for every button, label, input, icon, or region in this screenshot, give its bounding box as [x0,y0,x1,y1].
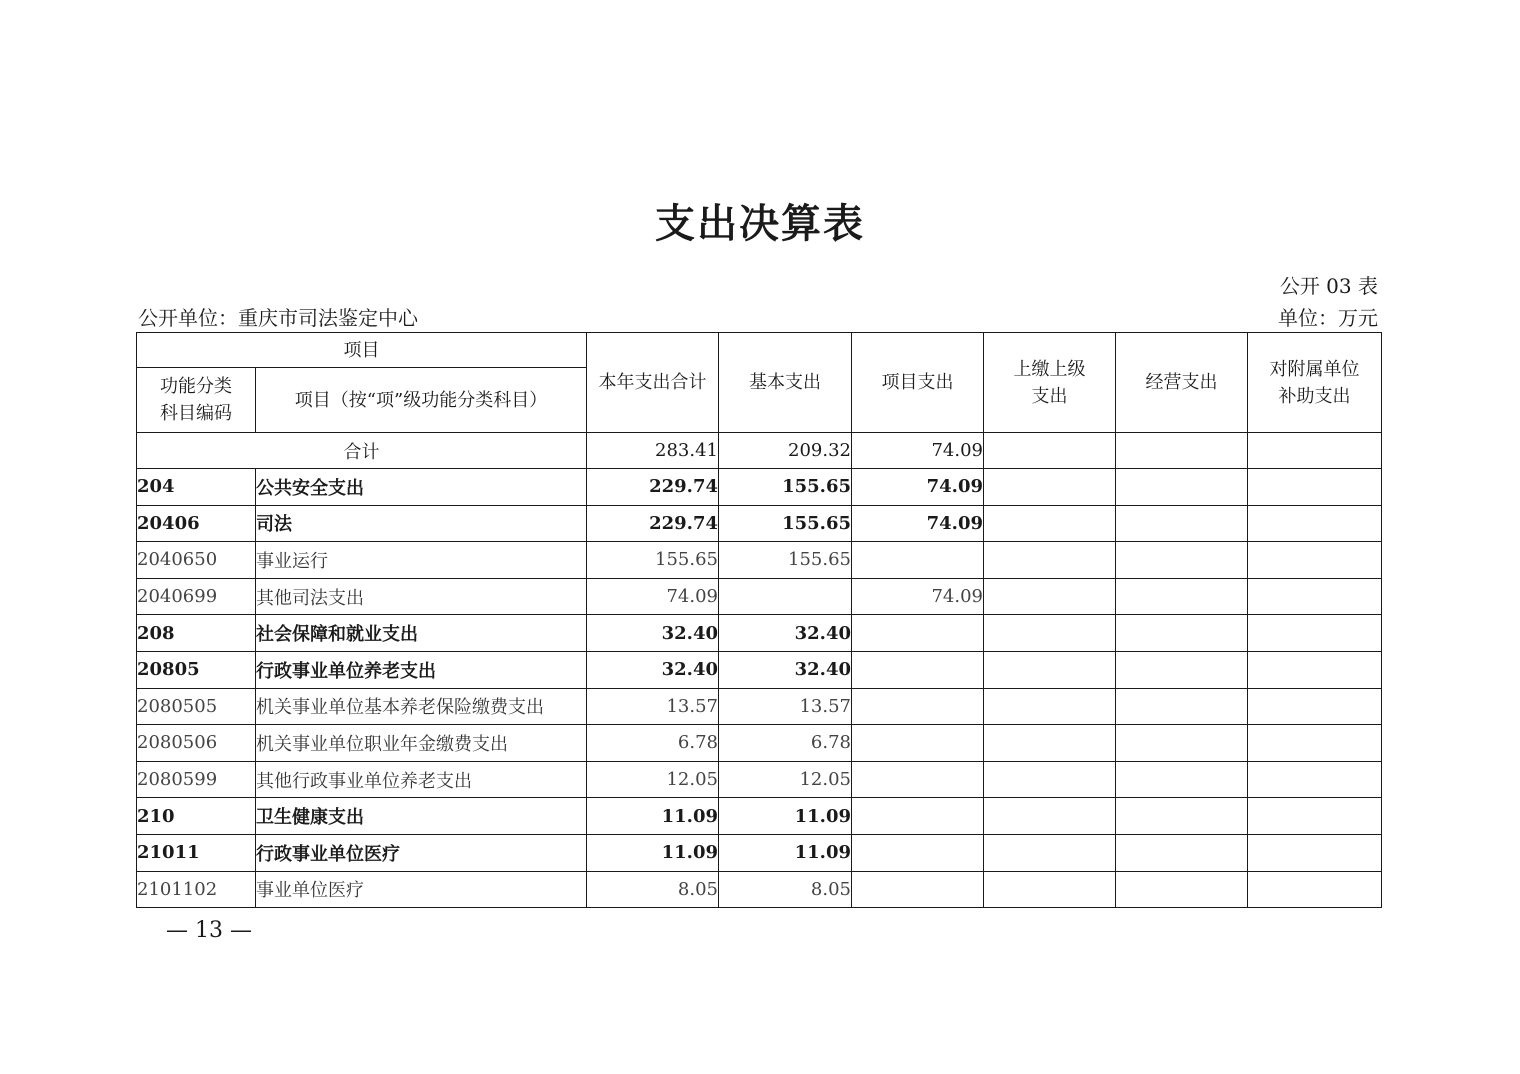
row-basic: 8.05 [719,871,852,908]
row-code: 208 [137,615,256,652]
row-subsidy [1248,578,1382,615]
row-basic: 13.57 [719,688,852,725]
row-name: 机关事业单位基本养老保险缴费支出 [256,688,587,725]
row-total: 74.09 [587,578,719,615]
page-number: — 13 — [166,918,252,943]
table-row [137,798,1382,835]
row-name: 其他行政事业单位养老支出 [256,761,587,798]
row-total: 11.09 [587,834,719,871]
row-name: 其他司法支出 [256,578,587,615]
row-business [1116,542,1248,579]
row-name: 行政事业单位养老支出 [256,651,587,688]
row-subsidy [1248,469,1382,506]
total-row [137,433,1382,469]
row-business [1116,578,1248,615]
row-subsidy [1248,725,1382,762]
table-row [137,578,1382,615]
row-business [1116,651,1248,688]
row-subsidy [1248,871,1382,908]
row-project: 74.09 [852,505,984,542]
row-code: 2101102 [137,871,256,908]
row-business [1116,871,1248,908]
row-subsidy [1248,761,1382,798]
total-total: 283.41 [587,433,719,469]
row-project [852,651,984,688]
row-basic: 32.40 [719,651,852,688]
table-row [137,469,1382,506]
row-upper [984,725,1116,762]
row-total: 8.05 [587,871,719,908]
row-business [1116,688,1248,725]
header-business: 经营支出 [1116,333,1248,433]
row-project [852,871,984,908]
row-upper [984,871,1116,908]
row-code: 2080506 [137,725,256,762]
row-upper [984,688,1116,725]
table-number: 公开 03 表 [1279,274,1378,298]
row-total: 229.74 [587,505,719,542]
row-business [1116,798,1248,835]
row-basic [719,578,852,615]
row-name: 行政事业单位医疗 [256,834,587,871]
table-row [137,688,1382,725]
row-name: 公共安全支出 [256,469,587,506]
header-item-group: 项目 [137,333,587,368]
row-code: 204 [137,469,256,506]
row-upper [984,469,1116,506]
row-project: 74.09 [852,469,984,506]
row-code: 2040650 [137,542,256,579]
header-total: 本年支出合计 [587,333,719,433]
row-name: 机关事业单位职业年金缴费支出 [256,725,587,762]
total-label: 合计 [137,433,587,469]
row-name: 司法 [256,505,587,542]
row-subsidy [1248,688,1382,725]
header-project: 项目支出 [852,333,984,433]
row-subsidy [1248,542,1382,579]
row-total: 6.78 [587,725,719,762]
total-project: 74.09 [852,433,984,469]
total-subsidy [1248,433,1382,469]
row-basic: 11.09 [719,834,852,871]
row-total: 12.05 [587,761,719,798]
row-project [852,761,984,798]
total-basic: 209.32 [719,433,852,469]
header-upper: 上缴上级 支出 [984,333,1116,433]
row-subsidy [1248,615,1382,652]
row-code: 2040699 [137,578,256,615]
row-total: 32.40 [587,651,719,688]
row-total: 229.74 [587,469,719,506]
row-total: 32.40 [587,615,719,652]
row-name: 事业单位医疗 [256,871,587,908]
row-subsidy [1248,505,1382,542]
row-total: 11.09 [587,798,719,835]
table-row [137,542,1382,579]
header-code: 功能分类 科目编码 [137,368,256,433]
row-business [1116,834,1248,871]
row-upper [984,578,1116,615]
row-business [1116,615,1248,652]
row-business [1116,761,1248,798]
row-business [1116,505,1248,542]
row-code: 21011 [137,834,256,871]
currency-unit: 单位：万元 [1278,306,1378,330]
row-project: 74.09 [852,578,984,615]
row-basic: 11.09 [719,798,852,835]
table-row [137,505,1382,542]
table-row [137,761,1382,798]
row-code: 20406 [137,505,256,542]
row-basic: 6.78 [719,725,852,762]
row-code: 210 [137,798,256,835]
row-project [852,798,984,835]
row-upper [984,615,1116,652]
row-upper [984,542,1116,579]
table-row [137,725,1382,762]
row-project [852,542,984,579]
row-basic: 155.65 [719,469,852,506]
total-business [1116,433,1248,469]
reporting-unit: 公开单位：重庆市司法鉴定中心 [138,306,418,330]
row-project [852,615,984,652]
row-basic: 155.65 [719,542,852,579]
row-upper [984,798,1116,835]
row-basic: 12.05 [719,761,852,798]
row-basic: 155.65 [719,505,852,542]
row-basic: 32.40 [719,615,852,652]
expenditure-table [136,332,1382,908]
row-project [852,725,984,762]
row-total: 13.57 [587,688,719,725]
row-business [1116,725,1248,762]
row-name: 事业运行 [256,542,587,579]
row-upper [984,834,1116,871]
row-project [852,688,984,725]
header-name: 项目（按“项”级功能分类科目） [256,368,587,433]
row-subsidy [1248,651,1382,688]
header-subsidy: 对附属单位 补助支出 [1248,333,1382,433]
row-upper [984,761,1116,798]
table-row [137,615,1382,652]
row-code: 2080599 [137,761,256,798]
page-title: 支出决算表 [655,200,865,247]
table-row [137,871,1382,908]
header-basic: 基本支出 [719,333,852,433]
row-name: 卫生健康支出 [256,798,587,835]
total-upper [984,433,1116,469]
row-subsidy [1248,834,1382,871]
row-project [852,834,984,871]
row-code: 20805 [137,651,256,688]
row-total: 155.65 [587,542,719,579]
row-subsidy [1248,798,1382,835]
table-row [137,651,1382,688]
row-code: 2080505 [137,688,256,725]
row-upper [984,505,1116,542]
row-business [1116,469,1248,506]
table-row [137,834,1382,871]
row-name: 社会保障和就业支出 [256,615,587,652]
row-upper [984,651,1116,688]
